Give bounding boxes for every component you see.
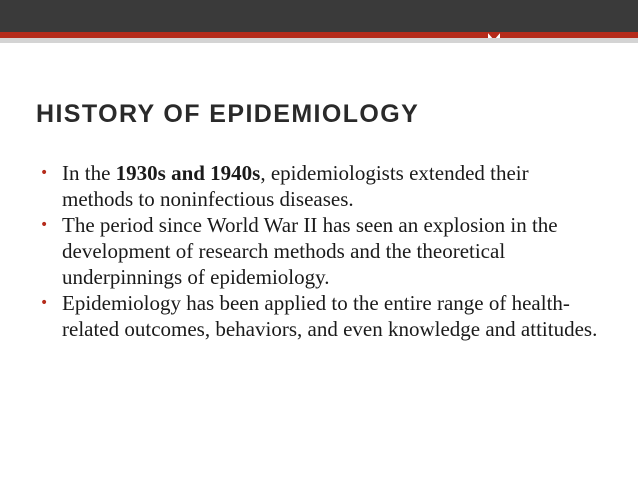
slide-title: HISTORY OF EPIDEMIOLOGY bbox=[36, 100, 420, 128]
bullet-text: The period since World War II has seen an explosion in the development of research methods and the theoretical underpinnings of epidemiology. bbox=[62, 213, 558, 289]
bullet-dot-icon: • bbox=[40, 295, 49, 311]
header-dark-band bbox=[0, 0, 638, 32]
bullet-text: Epidemiology has been applied to the entire range of health-related outcomes, behaviors, and even knowledge and attitudes. bbox=[62, 291, 598, 341]
bullet-list bbox=[40, 160, 600, 342]
bullet-dot-icon: • bbox=[40, 217, 49, 233]
bullet-text-bold: 1930s and 1940s bbox=[115, 161, 261, 185]
bullet-text-pre: In the bbox=[62, 161, 116, 185]
bullet-text-post: , epidemiologists extended their methods to noninfectious diseases. bbox=[62, 161, 529, 211]
bullet-item bbox=[40, 212, 600, 290]
bullet-item bbox=[40, 160, 600, 212]
bullet-dot-icon: • bbox=[40, 165, 49, 181]
header-grey-band bbox=[0, 38, 638, 43]
bullet-item bbox=[40, 290, 600, 342]
